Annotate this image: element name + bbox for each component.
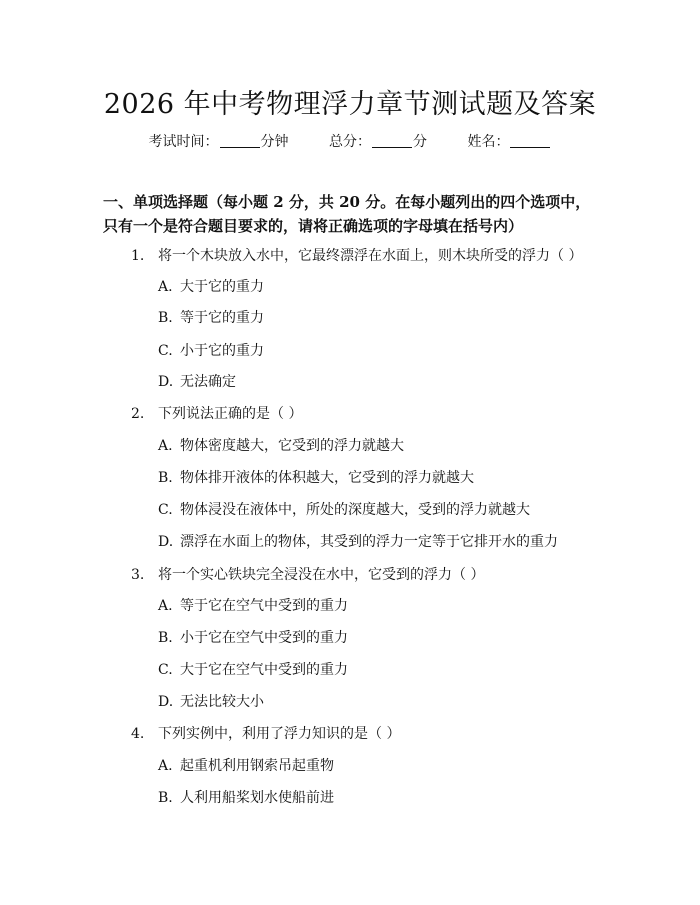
option-text: 物体浸没在液体中，所处的深度越大，受到的浮力就越大 [180, 502, 530, 518]
option-letter: A. [158, 758, 173, 774]
option-text: 物体密度越大，它受到的浮力就越大 [180, 438, 404, 454]
question-2-option-c[interactable] [158, 499, 530, 519]
question-number: 1. [131, 248, 145, 264]
section-heading: 一、单项选择题（每小题 2 分，共 20 分。在每小题列出的四个选项中，只有一个是符合题目要求的，请将正确选项的字母填在括号内） [103, 193, 591, 235]
option-text: 起重机利用钢索吊起重物 [180, 758, 334, 774]
question-2 [131, 403, 302, 423]
option-letter: A. [158, 438, 173, 454]
total-score-unit: 分 [413, 134, 427, 150]
option-letter: A. [158, 279, 173, 295]
question-4-option-a[interactable] [158, 755, 334, 775]
option-text: 大于它的重力 [180, 279, 264, 295]
option-text: 无法确定 [180, 374, 236, 390]
question-3 [131, 564, 484, 584]
question-3-option-b[interactable] [158, 627, 348, 647]
option-letter: C. [158, 502, 173, 518]
option-letter: B. [158, 470, 173, 486]
exam-time-field [149, 131, 289, 151]
option-text: 大于它在空气中受到的重力 [180, 662, 348, 678]
student-name-blank[interactable] [510, 133, 550, 148]
option-text: 物体排开液体的体积越大，它受到的浮力就越大 [180, 470, 474, 486]
option-letter: D. [158, 694, 174, 710]
page-title: 2026 年中考物理浮力章节测试题及答案 [103, 89, 597, 120]
student-name-label: 姓名： [467, 134, 510, 150]
option-text: 漂浮在水面上的物体，其受到的浮力一定等于它排开水的重力 [180, 534, 558, 550]
question-3-option-a[interactable] [158, 595, 348, 615]
total-score-label: 总分： [329, 134, 371, 150]
option-text: 无法比较大小 [180, 694, 264, 710]
question-1-option-c[interactable] [158, 340, 264, 360]
exam-time-label: 考试时间： [148, 134, 219, 150]
question-3-option-d[interactable] [158, 691, 264, 711]
question-2-option-a[interactable] [158, 435, 404, 455]
option-text: 小于它在空气中受到的重力 [180, 630, 348, 646]
question-1 [131, 245, 582, 265]
exam-info-line [0, 131, 700, 151]
question-text: 将一个木块放入水中，它最终漂浮在水面上，则木块所受的浮力（ ） [158, 248, 583, 264]
total-score-blank[interactable] [372, 133, 412, 148]
option-letter: B. [158, 790, 173, 806]
question-1-option-a[interactable] [158, 276, 264, 296]
question-1-option-d[interactable] [158, 371, 236, 391]
option-letter: C. [158, 662, 173, 678]
option-text: 人利用船桨划水使船前进 [180, 790, 334, 806]
option-letter: D. [158, 534, 174, 550]
question-4-option-b[interactable] [158, 787, 334, 807]
option-letter: C. [158, 343, 173, 359]
exam-time-blank[interactable] [220, 133, 260, 148]
total-score-field [329, 131, 427, 151]
option-letter: B. [158, 630, 173, 646]
option-letter: A. [158, 598, 173, 614]
option-letter: B. [158, 310, 173, 326]
exam-time-unit: 分钟 [260, 134, 289, 150]
question-text: 将一个实心铁块完全浸没在水中，它受到的浮力（ ） [158, 567, 485, 583]
question-3-option-c[interactable] [158, 659, 348, 679]
student-name-field [467, 131, 551, 151]
question-4 [131, 723, 400, 743]
option-text: 等于它的重力 [180, 310, 264, 326]
option-text: 等于它在空气中受到的重力 [180, 598, 348, 614]
question-2-option-b[interactable] [158, 467, 474, 487]
question-number: 3. [131, 567, 145, 583]
option-text: 小于它的重力 [180, 343, 264, 359]
question-number: 2. [131, 406, 145, 422]
option-letter: D. [158, 374, 174, 390]
question-1-option-b[interactable] [158, 307, 264, 327]
question-2-option-d[interactable] [158, 531, 558, 551]
question-text: 下列实例中，利用了浮力知识的是（ ） [158, 726, 401, 742]
question-number: 4. [131, 726, 145, 742]
question-text: 下列说法正确的是（ ） [158, 406, 303, 422]
